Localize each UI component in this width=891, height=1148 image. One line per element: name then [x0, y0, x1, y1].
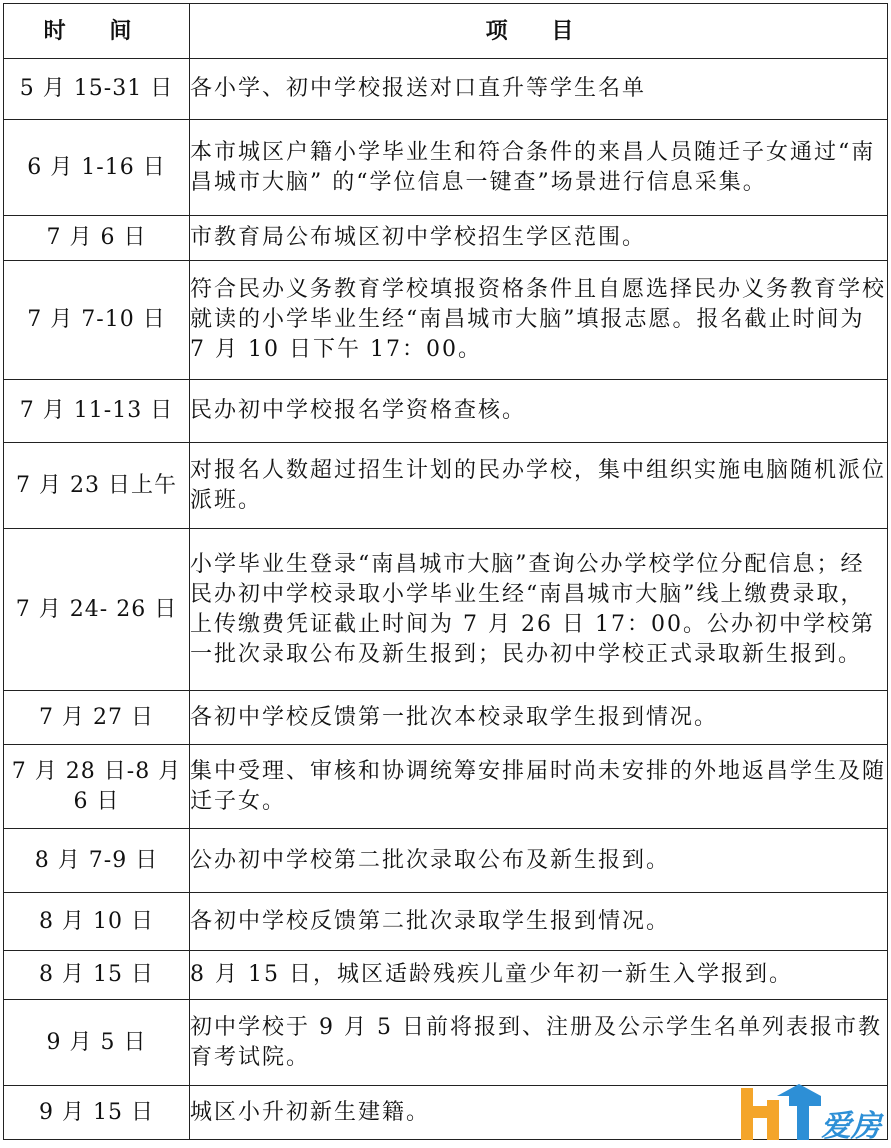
row-time: 7 月 6 日	[4, 216, 190, 261]
row-item: 对报名人数超过招生计划的民办学校，集中组织实施电脑随机派位派班。	[190, 443, 888, 529]
table-row	[4, 59, 888, 120]
row-item: 符合民办义务教育学校填报资格条件且自愿选择民办义务教育学校就读的小学毕业生经“南昌城市大脑”填报志愿。报名截止时间为 7 月 10 日下午 17：00。	[190, 261, 888, 380]
watermark-text: 爱房	[821, 1109, 881, 1144]
house-logo-icon	[737, 1082, 823, 1144]
row-item: 初中学校于 9 月 5 日前将报到、注册及公示学生名单列表报市教育考试院。	[190, 1000, 888, 1086]
row-time: 7 月 23 日上午	[4, 443, 190, 529]
row-item: 城区小升初新生建籍。	[190, 1086, 888, 1140]
table-row	[4, 1000, 888, 1086]
table-row	[4, 691, 888, 745]
table-row	[4, 443, 888, 529]
row-time: 8 月 7-9 日	[4, 829, 190, 893]
row-item: 各初中学校反馈第二批次录取学生报到情况。	[190, 893, 888, 951]
table-row	[4, 951, 888, 1000]
header-time: 时 间	[4, 4, 190, 59]
table-row	[4, 380, 888, 443]
row-item: 本市城区户籍小学毕业生和符合条件的来昌人员随迁子女通过“南昌城市大脑” 的“学位信息一键查”场景进行信息采集。	[190, 120, 888, 216]
row-time: 9 月 15 日	[4, 1086, 190, 1140]
table-row	[4, 829, 888, 893]
row-time: 7 月 28 日-8 月 6 日	[4, 745, 190, 829]
table-row	[4, 745, 888, 829]
row-item: 各小学、初中学校报送对口直升等学生名单	[190, 59, 888, 120]
row-time: 7 月 24- 26 日	[4, 529, 190, 691]
table-row	[4, 261, 888, 380]
table-header-row	[4, 4, 888, 59]
header-item: 项 目	[190, 4, 888, 59]
row-item: 公办初中学校第二批次录取公布及新生报到。	[190, 829, 888, 893]
row-item: 集中受理、审核和协调统筹安排届时尚未安排的外地返昌学生及随迁子女。	[190, 745, 888, 829]
row-item: 8 月 15 日，城区适龄残疾儿童少年初一新生入学报到。	[190, 951, 888, 1000]
row-time: 6 月 1-16 日	[4, 120, 190, 216]
row-time: 7 月 27 日	[4, 691, 190, 745]
watermark	[737, 1080, 887, 1144]
row-item: 小学毕业生登录“南昌城市大脑”查询公办学校学位分配信息；经民办初中学校录取小学毕业生经“南昌城市大脑”线上缴费录取，上传缴费凭证截止时间为 7 月 26 日 17：00。公办初中学校第一批次录取公布及新生报到；民办初中学校正式录取新生报到。	[190, 529, 888, 691]
row-item: 民办初中学校报名学资格查核。	[190, 380, 888, 443]
table-row	[4, 529, 888, 691]
schedule-table	[3, 3, 888, 1140]
row-time: 8 月 15 日	[4, 951, 190, 1000]
row-time: 9 月 5 日	[4, 1000, 190, 1086]
table-row	[4, 893, 888, 951]
row-time: 7 月 7-10 日	[4, 261, 190, 380]
table-row	[4, 120, 888, 216]
table-row	[4, 216, 888, 261]
row-time: 8 月 10 日	[4, 893, 190, 951]
row-time: 7 月 11-13 日	[4, 380, 190, 443]
row-item: 市教育局公布城区初中学校招生学区范围。	[190, 216, 888, 261]
row-item: 各初中学校反馈第一批次本校录取学生报到情况。	[190, 691, 888, 745]
row-time: 5 月 15-31 日	[4, 59, 190, 120]
